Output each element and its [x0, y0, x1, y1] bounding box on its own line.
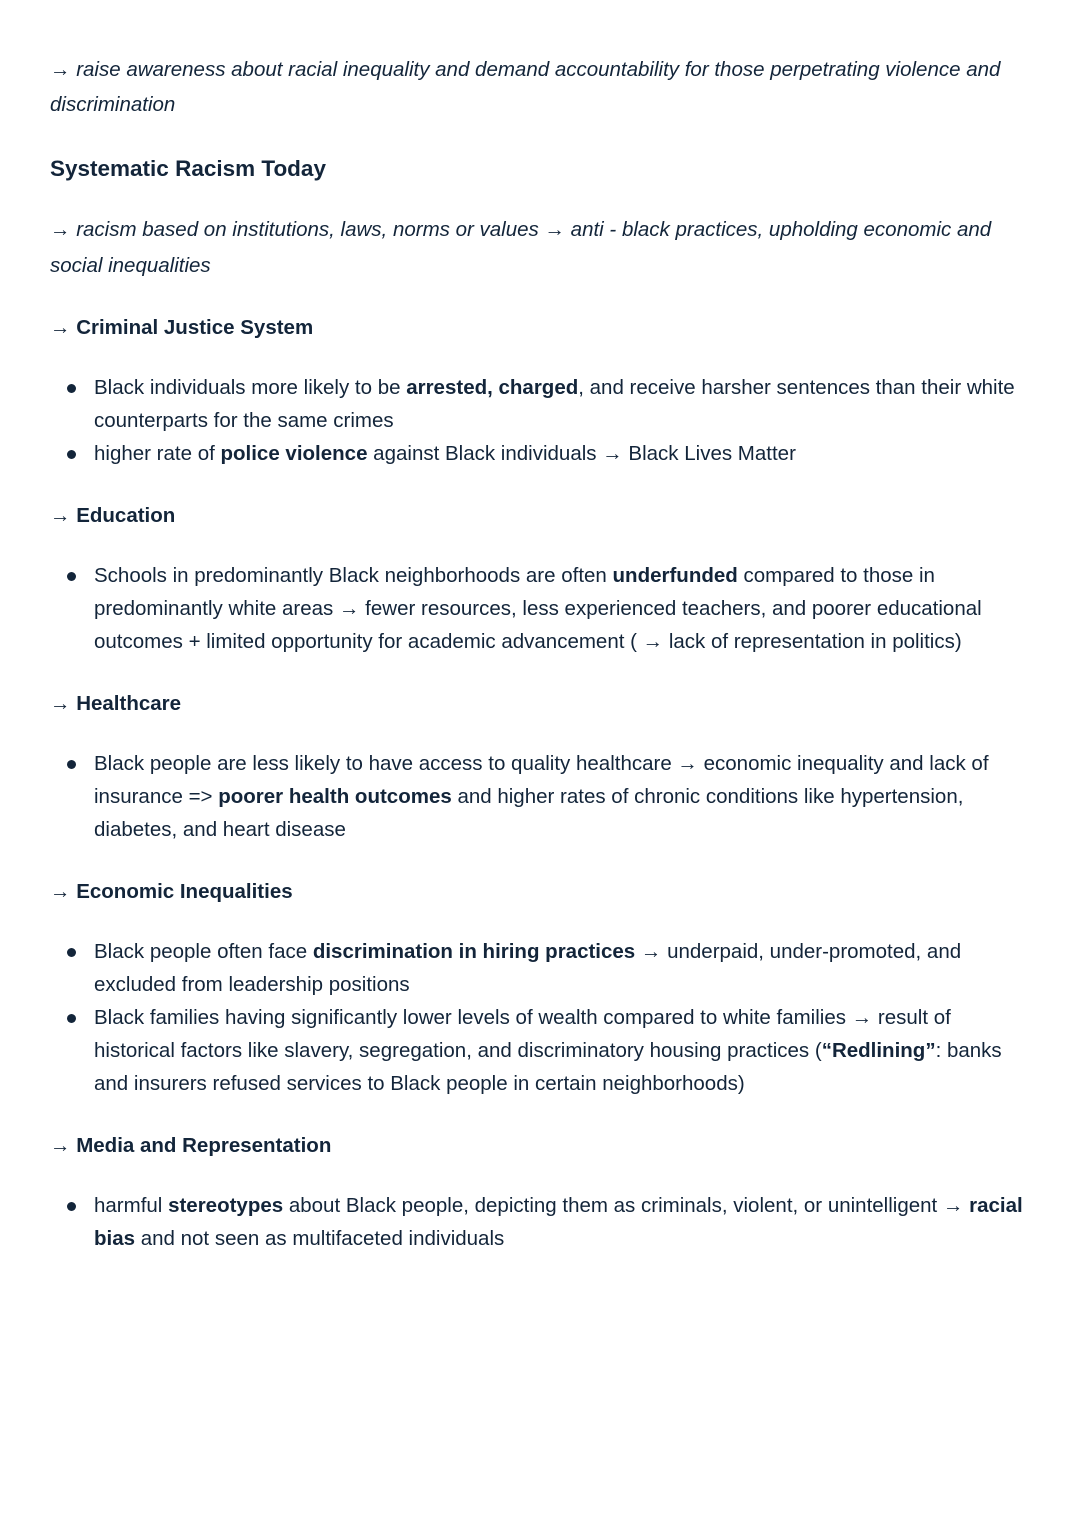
- list-item: Black families having significantly lower levels of wealth compared to white families → result of historical factors like slavery, segregation, and discriminatory housing practices (“Redlining”: banks and insurers refused services to Black people in certain neighborhoods): [50, 1001, 1030, 1100]
- list-item: Black individuals more likely to be arrested, charged, and receive harsher sentences than their white counterparts for the same crimes: [50, 371, 1030, 437]
- bullet-dot-icon: [67, 1202, 76, 1211]
- bullet-dot-icon: [67, 760, 76, 769]
- media-list: [50, 1189, 1030, 1255]
- list-item: harmful stereotypes about Black people, depicting them as criminals, violent, or unintelligent → racial bias and not seen as multifaceted individuals: [50, 1189, 1030, 1255]
- list-item: Black people often face discrimination in hiring practices → underpaid, under-promoted, and excluded from leadership positions: [50, 935, 1030, 1001]
- definition-text: → racism based on institutions, laws, norms or values → anti - black practices, upholding economic and social inequalities: [50, 218, 992, 277]
- intro-text: → raise awareness about racial inequality and demand accountability for those perpetrating violence and discrimination: [50, 58, 1001, 116]
- list-item: higher rate of police violence against Black individuals → Black Lives Matter: [50, 437, 1030, 470]
- bullet-dot-icon: [67, 450, 76, 459]
- bullet-dot-icon: [67, 572, 76, 581]
- list-item: Schools in predominantly Black neighborhoods are often underfunded compared to those in predominantly white areas → fewer resources, less experienced teachers, and poorer educational outcomes + limited opportunity for academic advancement ( → lack of representation in politics): [50, 559, 1030, 658]
- section-heading-criminal-justice: → Criminal Justice System: [50, 316, 314, 339]
- section-heading-media: → Media and Representation: [50, 1134, 332, 1157]
- healthcare-list: [50, 747, 1030, 846]
- education-list: [50, 559, 1030, 658]
- criminal-justice-list: [50, 371, 1030, 470]
- list-item: Black people are less likely to have access to quality healthcare → economic inequality and lack of insurance => poorer health outcomes and higher rates of chronic conditions like hypertension, diabetes, and heart disease: [50, 747, 1030, 846]
- section-heading-healthcare: → Healthcare: [50, 692, 182, 715]
- economic-list: [50, 935, 1030, 1100]
- bullet-dot-icon: [67, 948, 76, 957]
- section-heading-education: → Education: [50, 504, 176, 527]
- page-title: Systematic Racism Today: [50, 156, 326, 181]
- bullet-dot-icon: [67, 1014, 76, 1023]
- bullet-dot-icon: [67, 384, 76, 393]
- section-heading-economic: → Economic Inequalities: [50, 880, 293, 903]
